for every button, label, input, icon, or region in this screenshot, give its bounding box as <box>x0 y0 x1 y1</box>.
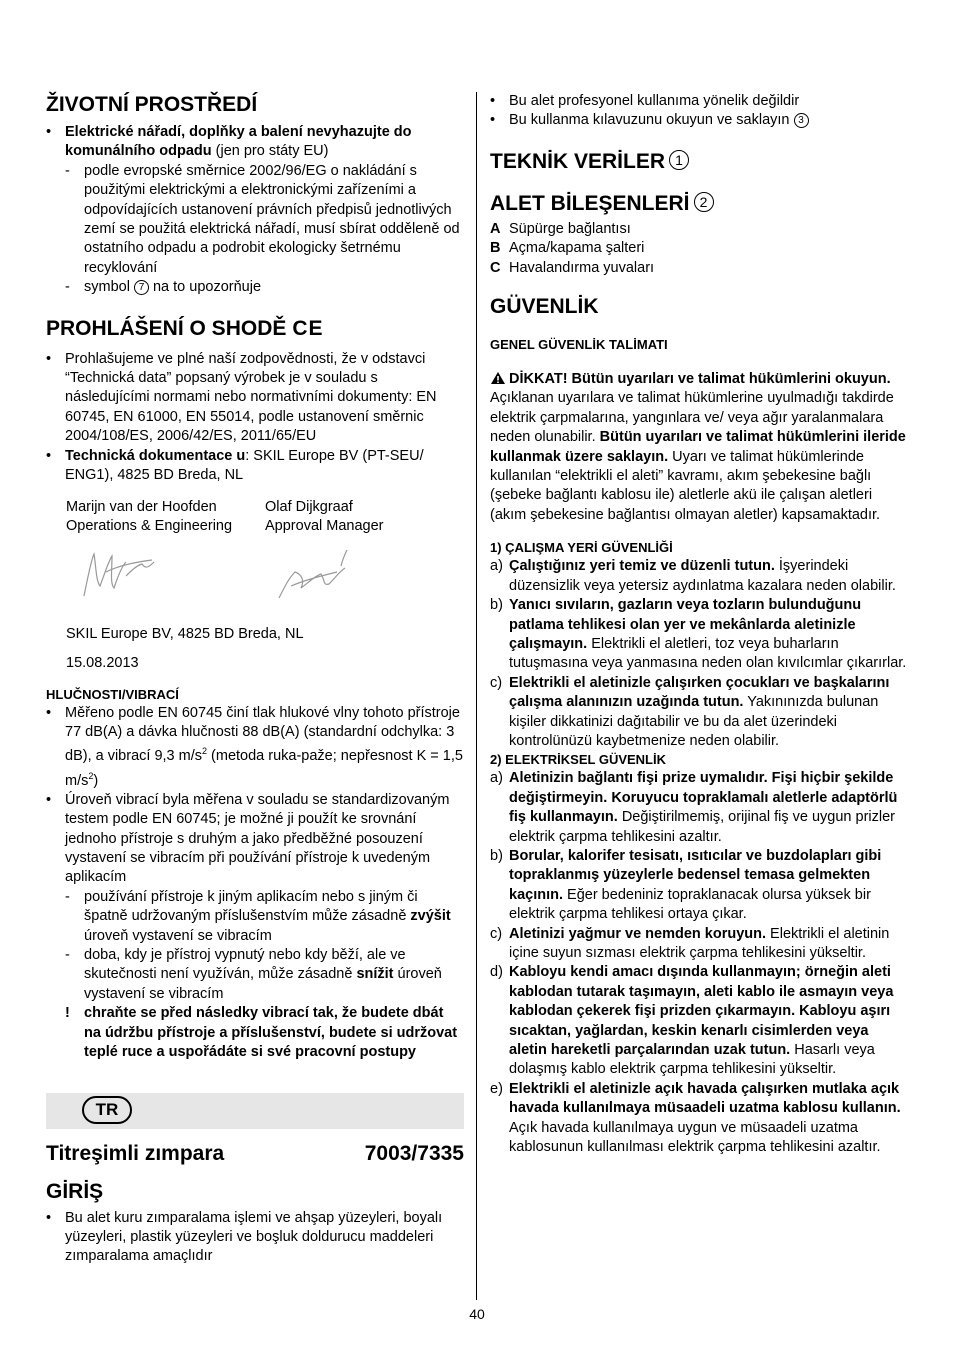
list-item: a) Çalıştığınız yeri temiz ve düzenli tutun. İşyerindeki düzensizlik veya yetersiz aydınlatma kazalara neden olabilir. <box>490 558 896 594</box>
noise-section <box>46 704 464 1063</box>
list-item: • Úroveň vibrací byla měřena v souladu se standardizovaným testem podle EN 60745; je možné ji použít ke srovnání jednoho přístroje s druhým a jako předběžné posouzení vystavení se vibracím při používání přístroje k uvedeným aplikacím <box>46 791 450 886</box>
intro-heading: GİRİŞ <box>46 1179 104 1203</box>
number-circle-icon: 3 <box>794 113 809 128</box>
list-item: - symbol 7 na to upozorňuje <box>65 279 262 296</box>
environment-section <box>46 123 464 298</box>
language-badge: TR <box>82 1096 132 1124</box>
list-item: c) Aletinizi yağmur ve nemden koruyun. Elektrikli el aletinin içine suyun sızması elektrik çarpma tehlikesini yükseltir. <box>490 925 890 961</box>
list-item: • Měřeno podle EN 60745 činí tlak hlukové vlny tohoto přístroje 77 dB(A) a dávka hlučnosti 88 dB(A) (standardní odchylka: 3 dB), a vibrací 9,3 $m/s^2$ (metoda ruka-paže; nepřesnost K = 1,5 $m/s^2$) <box>46 704 463 789</box>
declaration-date: 15.08.2013 <box>66 655 139 672</box>
list-item: • Elektrické nářadí, doplňky a balení nevyhazujte do komunálního odpadu (jen pro státy EU) <box>46 124 412 160</box>
list-item: C Havalandırma yuvaları <box>490 259 655 276</box>
list-item: • Bu alet profesyonel kullanıma yönelik değildir <box>490 93 800 109</box>
list-item: • Bu alet kuru zımparalama işlemi ve ahşap yüzeyleri, boyalı yüzeyleri, plastik yüzeyleri ve boşluk doldurucu maddeleri zımparalama amaçlıdır <box>46 1209 443 1265</box>
list-item: • Prohlašujeme ve plné naší zodpovědnosti, že v odstavci “Technická data” popsaný výrobek je v souladu s následujícími normami nebo normativními dokumenty: EN 60745, EN 61000, EN 55014, podle ustanovení směrnic 2004/108/ES, 2006/42/ES, 2011/65/EU <box>46 350 437 445</box>
signatory-2: Olaf Dijkgraaf Approval Manager <box>265 498 464 617</box>
work-area-list <box>490 557 910 751</box>
safety-heading: GÜVENLİK <box>490 295 599 319</box>
right-column <box>490 92 910 1157</box>
number-circle-icon: 7 <box>134 280 149 295</box>
warning-paragraph: DİKKAT! Bütün uyarıları ve talimat hükümlerini okuyun. Açıklanan uyarılara ve talimat hükümlerine uyulmadığı takdirde elektrik çarpmalarına, yangınlara ve/ veya ağır yaralanmalara neden olunabilir. Bütün uyarıları ve talimat hükümlerini ileride kullanmak üzere saklayın. Uyarı ve talimat hükümlerinde kullanılan “elektrikli el aleti” kavramı, akım şebekesine bağlı (şebeke bağlantı kablosu ile) aletlerle akü ile çalışan aletleri (akım şebekesine bağlantısı olmayan aletler) kapsamaktadır. <box>490 371 906 523</box>
environment-heading: ŽIVOTNÍ PROSTŘEDÍ <box>46 93 258 116</box>
number-circle-icon: 1 <box>669 150 689 170</box>
left-column <box>46 78 464 1267</box>
list-item: b) Yanıcı sıvıların, gazların veya tozların bulunduğunu patlama tehlikesi olan yer ve mekânlarda aletinizle çalışmayın. Elektrikli el aletleri, toz veya buharların tutuşmasına veya yanmasına neden olan kıvılcımlar çıkarırlar. <box>490 597 907 672</box>
list-item: d) Kabloyu kendi amacı dışında kullanmayın; örneğin aleti kablodan tutarak taşımayın, aleti kablo ile asmayın veya kablodan çekerek fişi prizden çıkarmayın. Kabloyu aşırı sıcaktan, yağlardan, keskin kenarlı cisimlerden veya aletin hareketli parçalarından uzak tutun. Hasarlı veya dolaşmış kablo elektrik çarpma tehlikesini yükseltir. <box>490 964 894 1078</box>
list-item: a) Aletinizin bağlantı fişi prize uymalıdır. Fişi hiçbir şekilde değiştirmeyin. Koruyucu topraklamalı aletlerle adaptörlü fiş kullanmayın. Değiştirilmemiş, orijinal fiş ve uygun prizler elektrik çarpma tehlikesini azaltır. <box>490 770 898 845</box>
conformity-heading: PROHLÁŠENÍ O SHODĚ CE <box>46 316 324 340</box>
page-number: 40 <box>469 1306 485 1322</box>
signatory-1: Marijn van der Hoofden Operations & Engineering <box>66 498 265 617</box>
language-bar <box>46 1093 464 1129</box>
noise-heading: HLUČNOSTI/VIBRACÍ <box>46 686 179 702</box>
tech-data-heading: TEKNİK VERİLER 1 <box>490 149 910 175</box>
conformity-section <box>46 350 464 486</box>
list-item: - používání přístroje k jiným aplikacím nebo s jiným či špatně udržovaným příslušenstvím může zásadně zvýšit úroveň vystavení se vibracím <box>65 888 451 944</box>
components-heading: ALET BİLEŞENLERİ 2 <box>490 191 910 217</box>
list-item: b) Borular, kalorifer tesisatı, ısıtıcılar ve buzdolapları gibi topraklanmış yüzeylerle bedensel temasa gelmekten kaçının. Eğer bedeniniz topraklanacak olursa yüksek bir elektrik çarpma tehlikesi ortaya çıkar. <box>490 847 882 923</box>
list-item: - podle evropské směrnice 2002/96/EG o nakládání s použitými elektrickými a elektronickými zařízeními a odpovídajících ustanovení právních předpisů jednotlivých zemí se použitá elektrická nářadí, musí sbírat odděleně od ostatního odpadu a podrobit ekologicky šetrnému recyklování <box>65 162 460 276</box>
intro-continued <box>490 92 910 131</box>
list-item: e) Elektrikli el aletinizle açık havada çalışırken mutlaka açık havada kullanılmaya müsaadeli uzatma kablosu kullanın. Açık havada kullanılmaya uygun ve müsaadeli uzatma kablosunun kullanılması elektrik çarpma tehlikesini azaltır. <box>490 1080 901 1156</box>
number-circle-icon: 2 <box>694 192 714 212</box>
company-address: SKIL Europe BV, 4825 BD Breda, NL <box>66 625 304 642</box>
warning-triangle-icon <box>490 371 506 385</box>
column-divider <box>476 92 477 1300</box>
list-item: • Bu kullanma kılavuzunu okuyun ve saklayın 3 <box>490 111 910 130</box>
general-safety-heading: GENEL GÜVENLİK TALİMATI <box>490 337 668 353</box>
electrical-safety-list <box>490 769 910 1157</box>
list-item: c) Elektrikli el aletinizle çalışırken çocukları ve başkalarını çalışma alanınızın uzağında tutun. Yakınınızda bulunan kişiler dikkatinizi dağıtabilir ve bu da alet üzerindeki kontrolünüzü kaybetmenize neden olabilir. <box>490 674 890 749</box>
intro-section <box>46 1209 464 1267</box>
components-list <box>490 220 910 278</box>
work-area-heading: 1) ÇALIŞMA YERİ GÜVENLİĞİ <box>490 540 673 556</box>
ce-mark-icon: CE <box>292 316 324 340</box>
signature-1-image <box>66 536 176 610</box>
list-item: • Technická dokumentace u: SKIL Europe BV (PT-SEU/ ENG1), 4825 BD Breda, NL <box>46 447 424 484</box>
signature-2-image <box>265 536 375 610</box>
list-item: A Süpürge bağlantısı <box>490 220 631 237</box>
product-title: Titreşimli zımpara 7003/7335 <box>46 1141 464 1165</box>
list-item: ! chraňte se před následky vibrací tak, že budete dbát na údržbu přístroje a příslušenství, budete si udržovat teplé ruce a uspořádáte si své pracovní postupy <box>65 1005 458 1061</box>
list-item: B Açma/kapama şalteri <box>490 240 645 257</box>
list-item: - doba, kdy je přístroj vypnutý nebo kdy běží, ale ve skutečnosti není využíván, může zásadně snížit úroveň vystavení se vibracím <box>65 947 442 1002</box>
signature-block <box>46 498 464 617</box>
electrical-safety-heading: 2) ELEKTRİKSEL GÜVENLİK <box>490 752 667 768</box>
